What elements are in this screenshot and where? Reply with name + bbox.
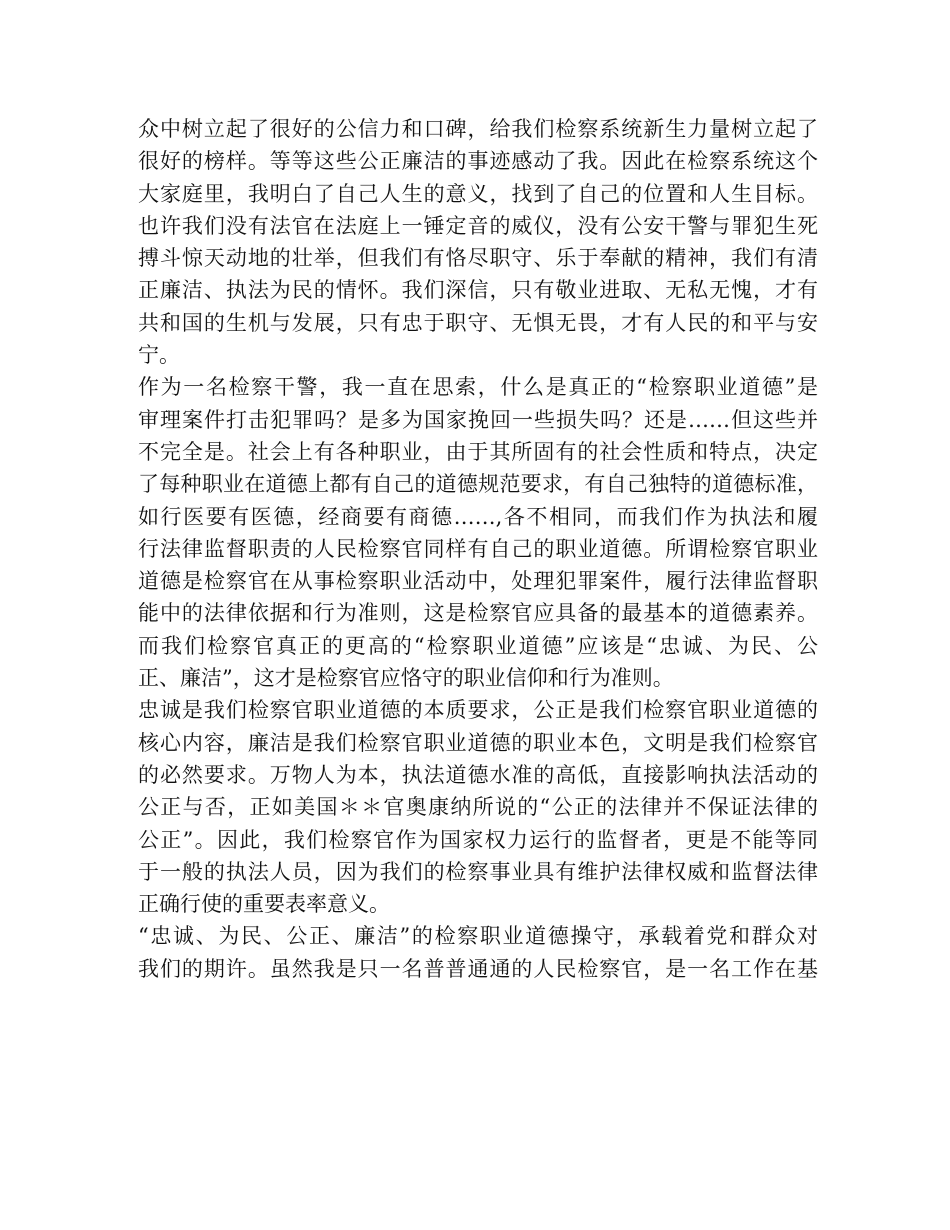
text-line: 道德是检察官在从事检察职业活动中，处理犯罪案件，履行法律监督职: [138, 569, 818, 594]
text-line: “忠诚、为民、公正、廉洁”的检察职业道德操守，承载着党和群众对: [138, 924, 818, 949]
body-text: [138, 113, 818, 985]
text-line: 搏斗惊天动地的壮举，但我们有恪尽职守、乐于奉献的精神，我们有清: [138, 246, 818, 271]
text-line: 也许我们没有法官在法庭上一锤定音的威仪，没有公安干警与罪犯生死: [138, 213, 818, 238]
text-line: 行法律监督职责的人民检察官同样有自己的职业道德。所谓检察官职业: [138, 536, 818, 561]
text-line: 众中树立起了很好的公信力和口碑，给我们检察系统新生力量树立起了: [138, 117, 818, 141]
text-line: 共和国的生机与发展，只有忠于职守、无惧无畏，才有人民的和平与安: [138, 310, 818, 335]
text-line: 而我们检察官真正的更高的“检察职业道德”应该是“忠诚、为民、公: [138, 633, 818, 658]
text-line: 如行医要有医德，经商要有商德……,各不相同，而我们作为执法和履: [138, 504, 818, 529]
text-line: 于一般的执法人员，因为我们的检察事业具有维护法律权威和监督法律: [138, 859, 818, 884]
text-line: 的必然要求。万物人为本，执法道德水准的高低，直接影响执法活动的: [138, 762, 818, 787]
text-line: 了每种职业在道德上都有自己的道德规范要求，有自己独特的道德标准，: [138, 472, 818, 497]
text-line: 大家庭里，我明白了自己人生的意义，找到了自己的位置和人生目标。: [138, 181, 818, 206]
text-line: 公正与否，正如美国＊＊官奥康纳所说的“公正的法律并不保证法律的: [138, 795, 818, 820]
text-line: 能中的法律依据和行为准则，这是检察官应具备的最基本的道德素养。: [138, 601, 818, 626]
text-line: 很好的榜样。等等这些公正廉洁的事迹感动了我。因此在检察系统这个: [138, 149, 818, 174]
text-line: 作为一名检察干警，我一直在思索，什么是真正的“检察职业道德”是: [138, 375, 818, 400]
text-line: 正确行使的重要表率意义。: [138, 892, 390, 917]
text-line: 审理案件打击犯罪吗？是多为国家挽回一些损失吗？还是……但这些并: [138, 407, 818, 432]
text-line: 宁。: [138, 343, 180, 368]
text-line: 忠诚是我们检察官职业道德的本质要求，公正是我们检察官职业道德的: [138, 698, 818, 723]
text-line: 我们的期许。虽然我是只一名普普通通的人民检察官，是一名工作在基: [138, 956, 818, 981]
text-line: 公正”。因此，我们检察官作为国家权力运行的监督者，更是不能等同: [138, 827, 818, 852]
text-line: 正廉洁、执法为民的情怀。我们深信，只有敬业进取、无私无愧，才有: [138, 278, 818, 303]
text-line: 正、廉洁”，这才是检察官应恪守的职业信仰和行为准则。: [138, 666, 674, 691]
text-line: 核心内容，廉洁是我们检察官职业道德的职业本色，文明是我们检察官: [138, 730, 818, 755]
text-line: 不完全是。社会上有各种职业，由于其所固有的社会性质和特点，决定: [138, 439, 818, 464]
